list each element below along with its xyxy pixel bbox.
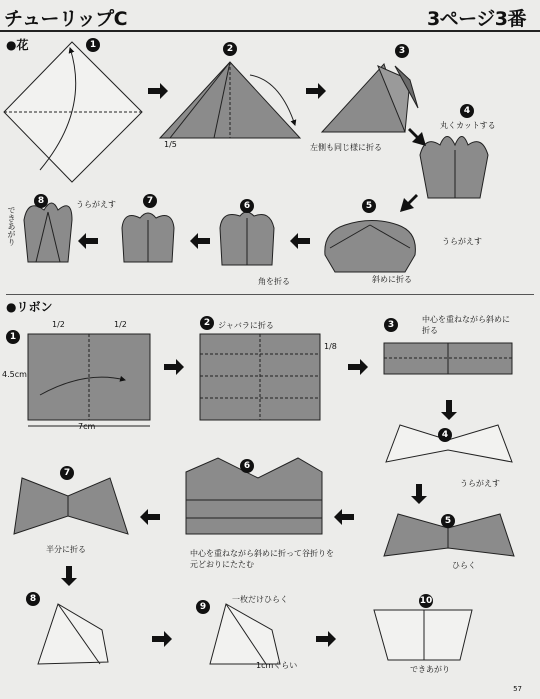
tulip-note-diagonal: 斜めに折る [372, 275, 412, 284]
ribbon-step-6: 6 [240, 459, 254, 473]
ribbon-fraction-8: 1/8 [324, 342, 337, 351]
tulip-step-1: 1 [86, 38, 100, 52]
page-reference: 3ページ3番 [426, 8, 526, 30]
ribbon-half-a: 1/2 [52, 320, 65, 329]
ribbon-step10-paper [374, 610, 472, 660]
tulip-step8-paper [24, 203, 72, 262]
tulip-step-5: 5 [362, 199, 376, 213]
ribbon-step-4: 4 [438, 428, 452, 442]
ribbon-height: 4.5cm [2, 370, 27, 379]
ribbon-note-1cm: 1cmくらい [256, 661, 298, 670]
ribbon-step9-paper [210, 604, 280, 664]
tulip-note-corners: 角を折る [258, 277, 290, 286]
tulip-fraction: 1/5 [164, 140, 177, 149]
ribbon-note-overlap-center: 中心を重ねながら斜めに折る [422, 315, 510, 335]
ribbon-step-8: 8 [26, 592, 40, 606]
ribbon-step-7: 7 [60, 466, 74, 480]
ribbon-note-open-one: 一枚だけひらく [232, 595, 288, 604]
ribbon-step-2: 2 [200, 316, 214, 330]
ribbon-note-open: ひらく [452, 561, 476, 570]
ribbon-section-label: ●リボン [6, 300, 53, 314]
ribbon-step6-paper [186, 458, 322, 534]
tulip-step-4: 4 [460, 104, 474, 118]
tulip-step-3: 3 [395, 44, 409, 58]
ribbon-width: 7cm [78, 422, 96, 431]
tulip-section-label: ●花 [6, 38, 29, 52]
tulip-step-2: 2 [223, 42, 237, 56]
tulip-step5-paper [325, 221, 416, 273]
ribbon-step-5: 5 [441, 514, 455, 528]
tulip-note-turn-over-4: うらがえす [442, 237, 482, 246]
ribbon-note-accordion: ジャバラに折る [218, 321, 274, 330]
ribbon-step8-paper [38, 604, 108, 664]
tulip-step4-paper [420, 137, 488, 199]
ribbon-step-1: 1 [6, 330, 20, 344]
tulip-step-7: 7 [143, 194, 157, 208]
tulip-note-turn-over-7: うらがえす [76, 200, 116, 209]
ribbon-step7-paper [14, 478, 128, 534]
ribbon-note-overlap-valley: 中心を重ねながら斜めに折って谷折りを元どおりにたたむ [190, 549, 334, 569]
page-number: 57 [513, 685, 522, 693]
tulip-step-8: 8 [34, 194, 48, 208]
ribbon-step-3: 3 [384, 318, 398, 332]
tulip-note-other-side: 左側も同じ様に折る [310, 143, 382, 152]
page-title: チューリップC [4, 8, 128, 30]
tulip-step-6: 6 [240, 199, 254, 213]
ribbon-step-9: 9 [196, 600, 210, 614]
ribbon-note-fold-half: 半分に折る [46, 545, 86, 554]
ribbon-note-done: できあがり [410, 665, 450, 674]
tulip-note-round-cut: 丸くカットする [440, 121, 496, 130]
ribbon-step-10: 10 [419, 596, 433, 606]
ribbon-note-turn-over: うらがえす [460, 479, 500, 488]
tulip-note-done: できあがり [7, 206, 16, 246]
ribbon-half-b: 1/2 [114, 320, 127, 329]
